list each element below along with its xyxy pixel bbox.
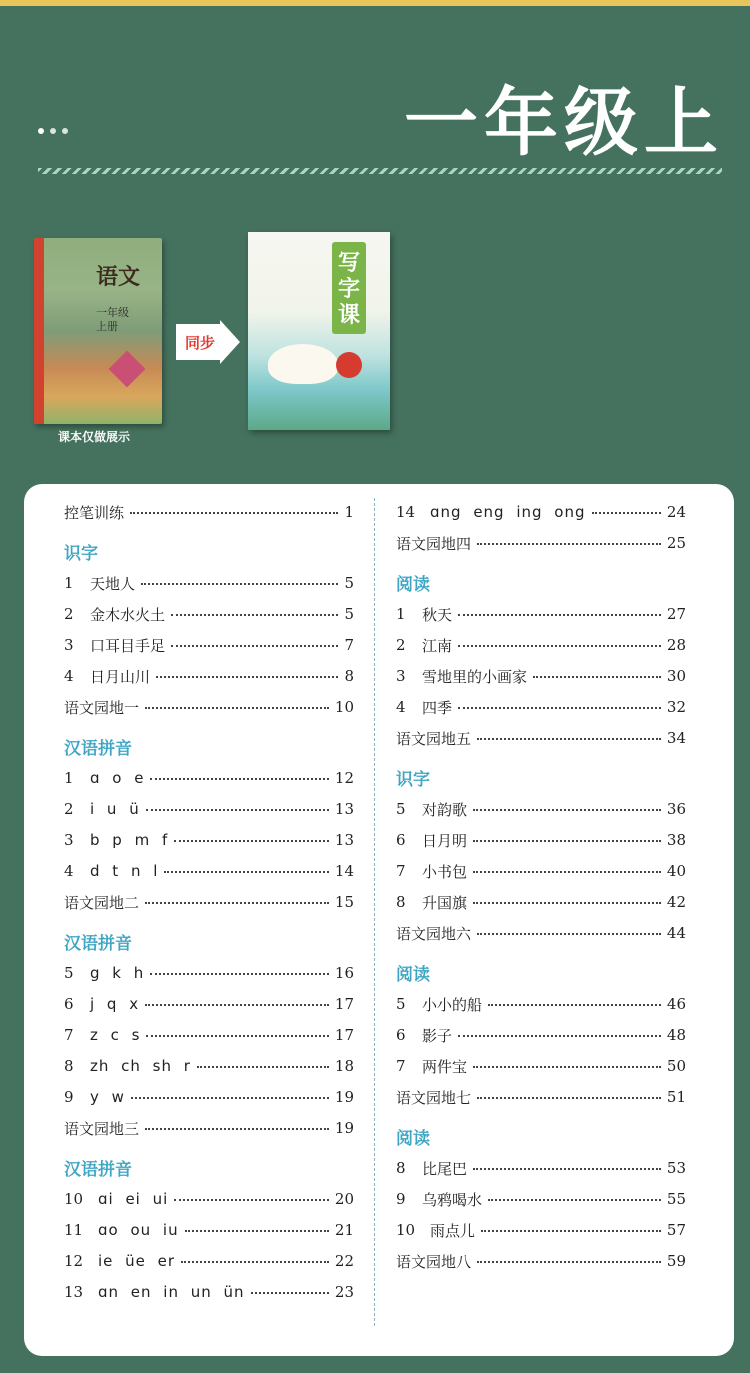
toc-entry-title: 小书包 (422, 862, 468, 881)
textbook-cover-image (34, 238, 162, 424)
toc-section-heading: 阅读 (396, 575, 430, 595)
toc-entry[interactable] (396, 1156, 686, 1180)
toc-entry[interactable] (64, 695, 354, 719)
toc-entry-title: 语文园地一 (64, 698, 140, 717)
toc-entry-page: 14 (334, 862, 354, 880)
dot-leader (458, 645, 661, 647)
top-accent-bar (0, 0, 750, 6)
toc-entry-page: 30 (666, 667, 686, 685)
toc-entry-title: g k h (90, 964, 145, 982)
dot-leader (473, 902, 661, 904)
toc-section-heading: 汉语拼音 (64, 739, 132, 759)
dot-leader (458, 707, 661, 709)
toc-entry-page: 19 (334, 1088, 354, 1106)
dot-leader (145, 707, 329, 709)
toc-entry-page: 15 (334, 893, 354, 911)
toc-entry-number: 3 (64, 636, 74, 654)
toc-entry-page: 12 (334, 769, 354, 787)
dot-leader (477, 543, 661, 545)
dot-leader (458, 614, 661, 616)
toc-entry-number: 6 (64, 995, 74, 1013)
dot-leader (592, 512, 661, 514)
toc-entry-number: 4 (396, 698, 406, 716)
toc-entry-number: 3 (64, 831, 74, 849)
toc-entry[interactable] (396, 1187, 686, 1211)
toc-entry-title: 金木水火土 (90, 605, 166, 624)
toc-entry-number: 14 (396, 503, 416, 521)
toc-entry-title: 江南 (422, 636, 453, 655)
dot-leader (477, 1261, 661, 1263)
toc-entry-title: 对韵歌 (422, 800, 468, 819)
toc-entry-number: 2 (64, 605, 74, 623)
toc-entry-page: 13 (334, 831, 354, 849)
toc-entry-page: 17 (334, 1026, 354, 1044)
toc-entry[interactable] (64, 992, 354, 1016)
dot-leader (145, 902, 329, 904)
toc-entry-page: 53 (666, 1159, 686, 1177)
toc-entry-title: ɑn en in un ün (98, 1283, 245, 1301)
toc-entry-title: ɑo ou iu (98, 1221, 179, 1239)
toc-entry[interactable] (396, 633, 686, 657)
toc-entry-title: 控笔训练 (64, 503, 125, 522)
toc-entry-title: 口耳目手足 (90, 636, 166, 655)
toc-section-heading: 识字 (396, 770, 430, 790)
dot-leader (473, 1168, 661, 1170)
toc-section-heading: 汉语拼音 (64, 1160, 132, 1180)
dot-leader (533, 676, 661, 678)
toc-entry-page: 55 (666, 1190, 686, 1208)
toc-entry-title: i u ü (90, 800, 140, 818)
dot-leader (477, 1097, 661, 1099)
toc-entry[interactable] (396, 1054, 686, 1078)
toc-entry-number: 10 (64, 1190, 84, 1208)
toc-section-heading: 阅读 (396, 965, 430, 985)
toc-entry-title: 影子 (422, 1026, 453, 1045)
toc-entry-title: 语文园地四 (396, 534, 472, 553)
toc-entry-page: 32 (666, 698, 686, 716)
toc-entry-number: 7 (396, 862, 406, 880)
dot-leader (171, 614, 338, 616)
toc-entry-page: 5 (344, 605, 354, 623)
toc-entry[interactable] (64, 500, 354, 524)
toc-entry-title: zh ch sh r (90, 1057, 191, 1075)
toc-entry-page: 24 (666, 503, 686, 521)
dot-leader (174, 840, 329, 842)
toc-entry-page: 40 (666, 862, 686, 880)
dot-leader (251, 1292, 329, 1294)
toc-entry-page: 51 (666, 1088, 686, 1106)
toc-entry[interactable] (396, 797, 686, 821)
toc-entry-number: 9 (64, 1088, 74, 1106)
toc-entry-title: 语文园地六 (396, 924, 472, 943)
dot-leader (164, 871, 329, 873)
dot-leader (473, 871, 661, 873)
toc-entry[interactable] (396, 828, 686, 852)
toc-entry-title: ɑi ei ui (98, 1190, 169, 1208)
dot-leader (181, 1261, 329, 1263)
toc-entry-number: 11 (64, 1221, 84, 1239)
toc-entry-number: 5 (64, 964, 74, 982)
toc-entry[interactable] (396, 602, 686, 626)
textbook-volume: 上册 (96, 320, 118, 333)
toc-entry[interactable] (64, 797, 354, 821)
toc-entry-page: 16 (334, 964, 354, 982)
dot-leader (156, 676, 338, 678)
toc-entry-number: 8 (64, 1057, 74, 1075)
toc-entry-title: 秋天 (422, 605, 453, 624)
toc-entry-page: 18 (334, 1057, 354, 1075)
dot-leader (477, 738, 661, 740)
toc-entry-title: 两件宝 (422, 1057, 468, 1076)
toc-entry-title: 小小的船 (422, 995, 483, 1014)
toc-entry-title: 语文园地五 (396, 729, 472, 748)
toc-entry[interactable] (64, 859, 354, 883)
toc-entry-title: j q x (90, 995, 140, 1013)
toc-entry-title: 雪地里的小画家 (422, 667, 528, 686)
toc-entry-page: 36 (666, 800, 686, 818)
toc-entry[interactable] (64, 1116, 354, 1140)
toc-entry[interactable] (64, 602, 354, 626)
toc-entry-title: 升国旗 (422, 893, 468, 912)
toc-entry-title: 四季 (422, 698, 453, 717)
toc-entry-title: 日月山川 (90, 667, 151, 686)
toc-entry-number: 4 (64, 862, 74, 880)
dot-leader (185, 1230, 329, 1232)
dot-leader (473, 1066, 661, 1068)
toc-entry-page: 23 (334, 1283, 354, 1301)
toc-entry-number: 10 (396, 1221, 416, 1239)
toc-entry-title: ɑng eng ing ong (430, 503, 586, 521)
workbook-cover-image (248, 232, 390, 430)
toc-entry[interactable] (396, 1249, 686, 1273)
dot-leader (473, 840, 661, 842)
toc-entry-title: 乌鸦喝水 (422, 1190, 483, 1209)
toc-entry[interactable] (396, 664, 686, 688)
toc-entry-number: 4 (64, 667, 74, 685)
toc-entry[interactable] (64, 664, 354, 688)
toc-section-heading: 阅读 (396, 1129, 430, 1149)
dot-leader (488, 1199, 661, 1201)
toc-entry-title: 比尾巴 (422, 1159, 468, 1178)
textbook-title: 语文 (96, 264, 141, 290)
toc-entry[interactable] (396, 1218, 686, 1242)
dot-leader (174, 1199, 329, 1201)
toc-entry-page: 48 (666, 1026, 686, 1044)
toc-entry-number: 12 (64, 1252, 84, 1270)
carousel-dots (38, 119, 74, 138)
toc-entry-number: 9 (396, 1190, 406, 1208)
toc-entry-title: 天地人 (90, 574, 136, 593)
table-of-contents (24, 484, 734, 1356)
sync-label: 同步 (184, 334, 216, 352)
toc-entry-page: 8 (344, 667, 354, 685)
toc-entry-number: 2 (396, 636, 406, 654)
toc-entry[interactable] (396, 695, 686, 719)
toc-entry[interactable] (64, 766, 354, 790)
toc-entry-page: 17 (334, 995, 354, 1013)
toc-entry-page: 22 (334, 1252, 354, 1270)
toc-entry[interactable] (396, 992, 686, 1016)
dot-leader (477, 933, 661, 935)
toc-entry-page: 42 (666, 893, 686, 911)
dot-leader (130, 512, 338, 514)
toc-entry[interactable] (396, 531, 686, 555)
toc-entry-page: 44 (666, 924, 686, 942)
toc-entry-title: 语文园地七 (396, 1088, 472, 1107)
toc-entry-number: 3 (396, 667, 406, 685)
toc-entry-title: z c s (90, 1026, 141, 1044)
toc-entry-page: 27 (666, 605, 686, 623)
dot-leader (481, 1230, 661, 1232)
toc-entry-number: 2 (64, 800, 74, 818)
sync-arrow-icon (176, 320, 240, 364)
toc-entry[interactable] (64, 961, 354, 985)
dot-leader (473, 809, 661, 811)
toc-entry-page: 10 (334, 698, 354, 716)
toc-entry-title: 语文园地三 (64, 1119, 140, 1138)
dot-leader (146, 1035, 328, 1037)
toc-entry-number: 7 (396, 1057, 406, 1075)
column-divider (374, 498, 375, 1326)
toc-section-heading: 识字 (64, 544, 98, 564)
toc-entry-number: 13 (64, 1283, 84, 1301)
toc-entry-title: 雨点儿 (430, 1221, 476, 1240)
toc-entry[interactable] (64, 1280, 354, 1304)
goose-illustration (268, 344, 338, 384)
page-title: 一年级上 (404, 80, 724, 166)
dot-leader (145, 1128, 329, 1130)
toc-entry-page: 20 (334, 1190, 354, 1208)
textbook-grade: 一年级 (96, 306, 129, 319)
dot-leader (141, 583, 338, 585)
toc-entry-number: 5 (396, 800, 406, 818)
toc-entry-page: 21 (334, 1221, 354, 1239)
decorative-stripe (38, 168, 722, 174)
toc-entry-page: 19 (334, 1119, 354, 1137)
toc-entry[interactable] (396, 890, 686, 914)
toc-entry-number: 5 (396, 995, 406, 1013)
toc-entry-number: 1 (396, 605, 406, 623)
dot-leader (131, 1097, 329, 1099)
toc-entry[interactable] (64, 828, 354, 852)
dot-leader (150, 973, 329, 975)
dot-leader (150, 778, 328, 780)
dot-leader (197, 1066, 329, 1068)
toc-entry-title: d t n l (90, 862, 159, 880)
toc-entry[interactable] (64, 890, 354, 914)
toc-entry-number: 1 (64, 769, 74, 787)
toc-entry-title: b p m f (90, 831, 169, 849)
toc-entry-title: 日月明 (422, 831, 468, 850)
toc-entry-title: ie üe er (98, 1252, 176, 1270)
toc-entry[interactable] (396, 1023, 686, 1047)
workbook-badge (336, 352, 362, 378)
toc-entry-page: 7 (344, 636, 354, 654)
toc-entry[interactable] (64, 633, 354, 657)
toc-entry-page: 50 (666, 1057, 686, 1075)
toc-entry[interactable] (64, 1218, 354, 1242)
textbook-caption: 课本仅做展示 (58, 430, 131, 444)
dot-leader (171, 645, 338, 647)
dot-leader (488, 1004, 661, 1006)
toc-entry-title: y w (90, 1088, 125, 1106)
toc-entry-page: 25 (666, 534, 686, 552)
toc-entry-page: 1 (344, 503, 354, 521)
toc-entry-number: 1 (64, 574, 74, 592)
toc-entry[interactable] (396, 1085, 686, 1109)
toc-entry-title: ɑ o e (90, 769, 145, 787)
toc-entry[interactable] (396, 500, 686, 524)
workbook-title: 写字课 (337, 250, 360, 328)
toc-entry-number: 8 (396, 1159, 406, 1177)
toc-entry-page: 59 (666, 1252, 686, 1270)
toc-entry-page: 13 (334, 800, 354, 818)
toc-entry[interactable] (64, 571, 354, 595)
toc-entry[interactable] (64, 1187, 354, 1211)
toc-entry-number: 6 (396, 1026, 406, 1044)
toc-entry[interactable] (396, 726, 686, 750)
dot-leader (146, 809, 329, 811)
toc-entry[interactable] (396, 921, 686, 945)
kite-illustration (109, 351, 146, 388)
toc-entry[interactable] (64, 1054, 354, 1078)
toc-entry-page: 34 (666, 729, 686, 747)
toc-entry-page: 46 (666, 995, 686, 1013)
toc-entry-page: 38 (666, 831, 686, 849)
toc-entry[interactable] (64, 1023, 354, 1047)
toc-section-heading: 汉语拼音 (64, 934, 132, 954)
toc-entry-title: 语文园地二 (64, 893, 140, 912)
toc-entry[interactable] (64, 1085, 354, 1109)
toc-entry-page: 5 (344, 574, 354, 592)
toc-entry-number: 6 (396, 831, 406, 849)
dot-leader (458, 1035, 661, 1037)
dot-leader (145, 1004, 329, 1006)
toc-entry-page: 57 (666, 1221, 686, 1239)
toc-entry-title: 语文园地八 (396, 1252, 472, 1271)
toc-entry[interactable] (396, 859, 686, 883)
toc-entry-number: 8 (396, 893, 406, 911)
toc-entry-page: 28 (666, 636, 686, 654)
toc-entry[interactable] (64, 1249, 354, 1273)
toc-entry-number: 7 (64, 1026, 74, 1044)
